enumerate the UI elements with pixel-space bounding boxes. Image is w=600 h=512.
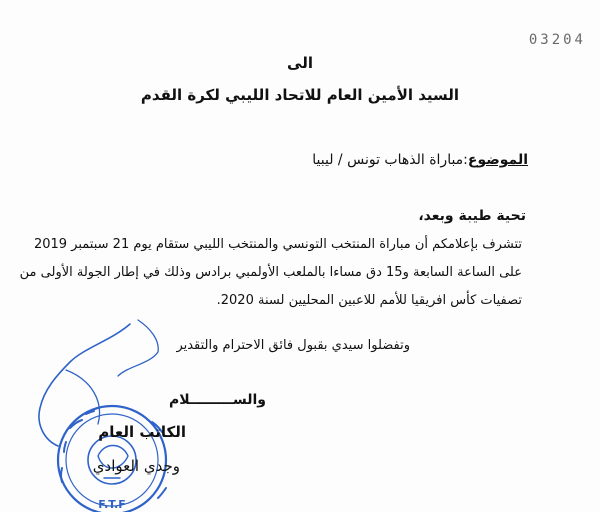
- salutation: والســـــــــلام: [169, 392, 266, 408]
- body-line-3: تصفيات كأس افريقيا للأمم للاعبين المحليين لسنة 2020.: [216, 293, 522, 308]
- official-stamp-icon: [0, 318, 210, 512]
- addressee-prefix: الى: [287, 54, 313, 72]
- greeting: تحية طيبة وبعد،: [418, 208, 526, 224]
- closing-line: وتفضلوا سيدي بقبول فائق الاحترام والتقدير: [176, 338, 410, 353]
- subject-line: [312, 152, 528, 168]
- body-line-2: على الساعة السابعة و15 دق مساءا بالملعب الأولمبي برادس وذلك في إطار الجولة الأولى من: [19, 265, 522, 280]
- subject-text: :مباراة الذهاب تونس / ليبيا: [312, 152, 468, 168]
- body-line-1: تتشرف بإعلامكم أن مباراة المنتخب التونسي والمنتخب الليبي ستقام يوم 21 سبتمبر 2019: [33, 237, 522, 252]
- stamp-text: F.T.F: [98, 498, 126, 511]
- subject-label: الموضوع: [467, 152, 528, 168]
- signatory-title: الكاتب العام: [98, 423, 186, 441]
- signatory-name: وجدي العوادي: [92, 457, 180, 475]
- recipient-title: السيد الأمين العام للاتحاد الليبي لكرة القدم: [140, 86, 460, 104]
- reference-number: 03204: [528, 32, 586, 48]
